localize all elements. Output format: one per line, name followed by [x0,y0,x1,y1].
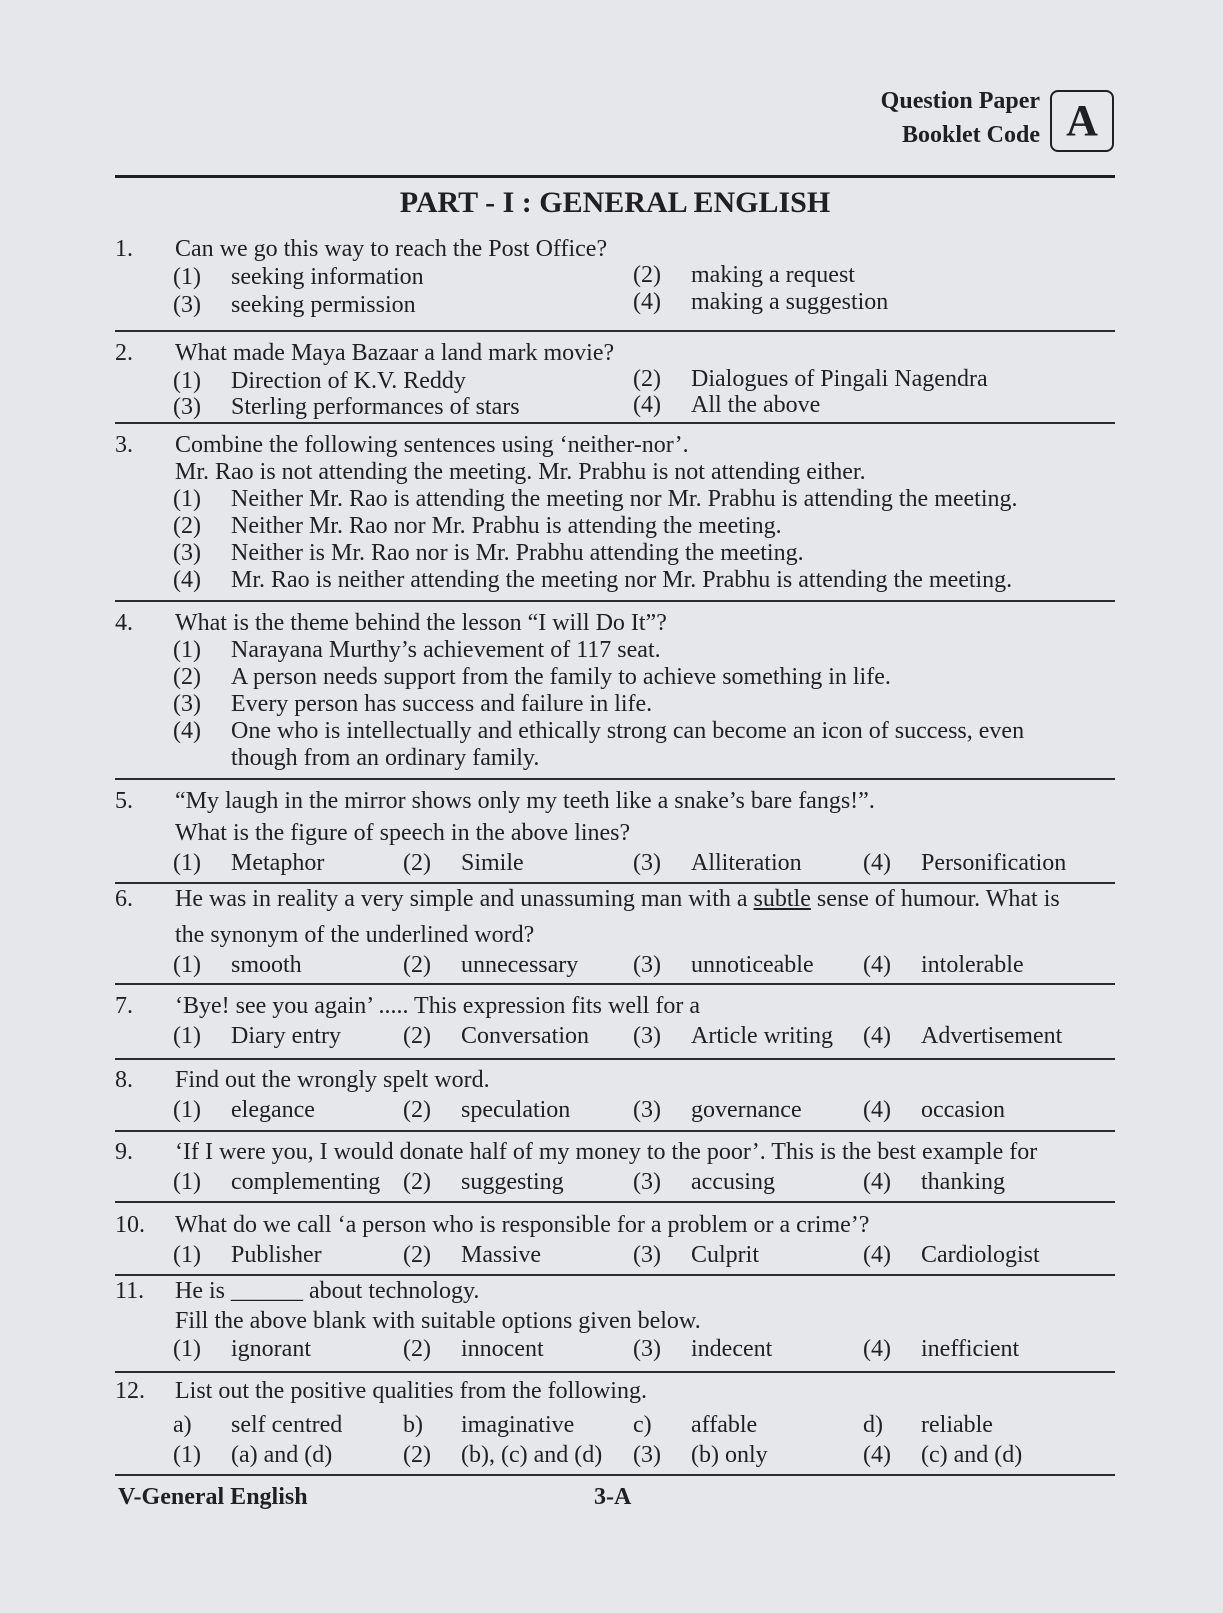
question-text: What do we call ‘a person who is responsible for a problem or a crime’? [175,1212,870,1238]
question-number: 7. [115,993,133,1019]
question-number: 6. [115,886,133,912]
question-number: 4. [115,610,133,636]
booklet-label-line1: Question Paper [880,88,1040,114]
divider [115,330,1115,332]
question-text: He was in reality a very simple and unassuming man with a subtle sense of humour. What is [175,886,1060,912]
question-text: What made Maya Bazaar a land mark movie? [175,340,615,366]
underlined-word: subtle [753,886,811,912]
question-number: 2. [115,340,133,366]
question-text: “My laugh in the mirror shows only my teeth like a snake’s bare fangs!”. [175,788,875,814]
question-number: 10. [115,1212,145,1238]
divider [115,422,1115,424]
footer-subject: V-General English [118,1484,308,1510]
question-text: ‘If I were you, I would donate half of my money to the poor’. This is the best example for [175,1139,1038,1165]
part-title: PART - I : GENERAL ENGLISH [399,186,831,219]
question-text: What is the figure of speech in the above lines? [175,820,631,846]
booklet-label-line2: Booklet Code [902,122,1040,148]
question-text: ‘Bye! see you again’ ..... This expression fits well for a [175,993,700,1019]
question-number: 3. [115,432,133,458]
question-number: 5. [115,788,133,814]
question-text: Fill the above blank with suitable options given below. [175,1308,701,1334]
question-text: What is the theme behind the lesson “I will Do It”? [175,610,667,636]
question-text: Can we go this way to reach the Post Office? [175,236,608,262]
question-paper-page: Question Paper Booklet Code A PART - I : GENERAL ENGLISH 1. Can we go this way to reach the Post Office? (1) seeking information (2) making a request (3) seeking permission (4) making a suggestion 2. What made Maya Bazaar a land mark movie? (1) Direction of K.V. Reddy (2) Dialogues of Pingali Nagendra (3) Sterling performances of stars (4) All the above 3. Combine the following sentences using ‘neither-nor’. Mr. Rao is not attending the meeting. Mr. Prabhu is not attending either. (1) Neither Mr. Rao is attending the meeting nor Mr. Prabhu is attending the meeting. (2) Neither Mr. Rao nor Mr. Prabhu is attending the meeting. (3) Neither is Mr. Rao nor is Mr. Prabhu attending the meeting. (4) Mr. Rao is neither attending the meeting nor Mr. Prabhu is attending the meeting. 4. What is the theme behind the lesson “I will Do It”? (1) Narayana Murthy’s achievement of 117 seat. (2) A person needs support from the family to achieve something in life. (3) Every person has success and failure in life. (4) One who is intellectually and ethically strong can become an icon of success, even though from an ordinary family. 5. “My laugh in the mirror shows only my teeth like a snake’s bare fangs!”. What is the figure of speech in the above lines? (1) Metaphor (2) Simile (3) Alliteration (4) Personification 6. He was in reality a very simple and unassuming man with a subtle sense of humour. What is the synonym of the underlined word? (1) smooth (2) unnecessary (3) unnoticeable (4) intolerable 7. ‘Bye! see you again’ ..... This expression fits well for a (1) Diary entry (2) Conversation (3) Article writing (4) Advertisement 8. Find out the wrongly spelt word. (1) elegance (2) speculation (3) governance (4) occasion 9. ‘If I were you, I would donate half of my money to the poor’. This is the best example for (1) complementing (2) suggesting (3) accusing (4) thanking 10. What do we call ‘a person who is responsible for a problem or a crime’? (1) Publisher (2) Massive (3) Culprit (4) Cardiologist 11. He is ______ about technology. Fill the above blank with suitable options given below. (1) ignorant (2) innocent (3) indecent (4) inefficient 12. List out the positive qualities from the following. a) self centred b) imaginative c) affable d) reliable (1) (a) and (d) (2) (b), (c) and (d) (3) (b) only (4) (c) and (d) V-General English 3-A [0,0,1223,1613]
booklet-code-block [860,86,1115,156]
question-text: List out the positive qualities from the following. [175,1378,647,1404]
question-text: Combine the following sentences using ‘neither-nor’. [175,432,689,458]
divider [115,882,1115,884]
divider [115,1058,1115,1060]
question-number: 1. [115,236,133,262]
question-text: Mr. Rao is not attending the meeting. Mr. Prabhu is not attending either. [175,459,866,485]
question-number: 8. [115,1067,133,1093]
question-number: 9. [115,1139,133,1165]
divider [115,1474,1115,1476]
option-4-continuation: though from an ordinary family. [231,745,540,771]
question-number: 11. [115,1278,145,1304]
divider [115,1130,1115,1132]
booklet-code-letter: A [1050,90,1114,152]
question-text: Find out the wrongly spelt word. [175,1067,490,1093]
divider [115,1371,1115,1373]
footer-page-number: 3-A [594,1484,632,1510]
divider [115,1201,1115,1203]
top-rule [115,175,1115,178]
divider [115,1274,1115,1276]
divider [115,600,1115,602]
question-number: 12. [115,1378,145,1404]
question-text: the synonym of the underlined word? [175,922,535,948]
divider [115,778,1115,780]
question-text: He is ______ about technology. [175,1278,480,1304]
divider [115,983,1115,985]
